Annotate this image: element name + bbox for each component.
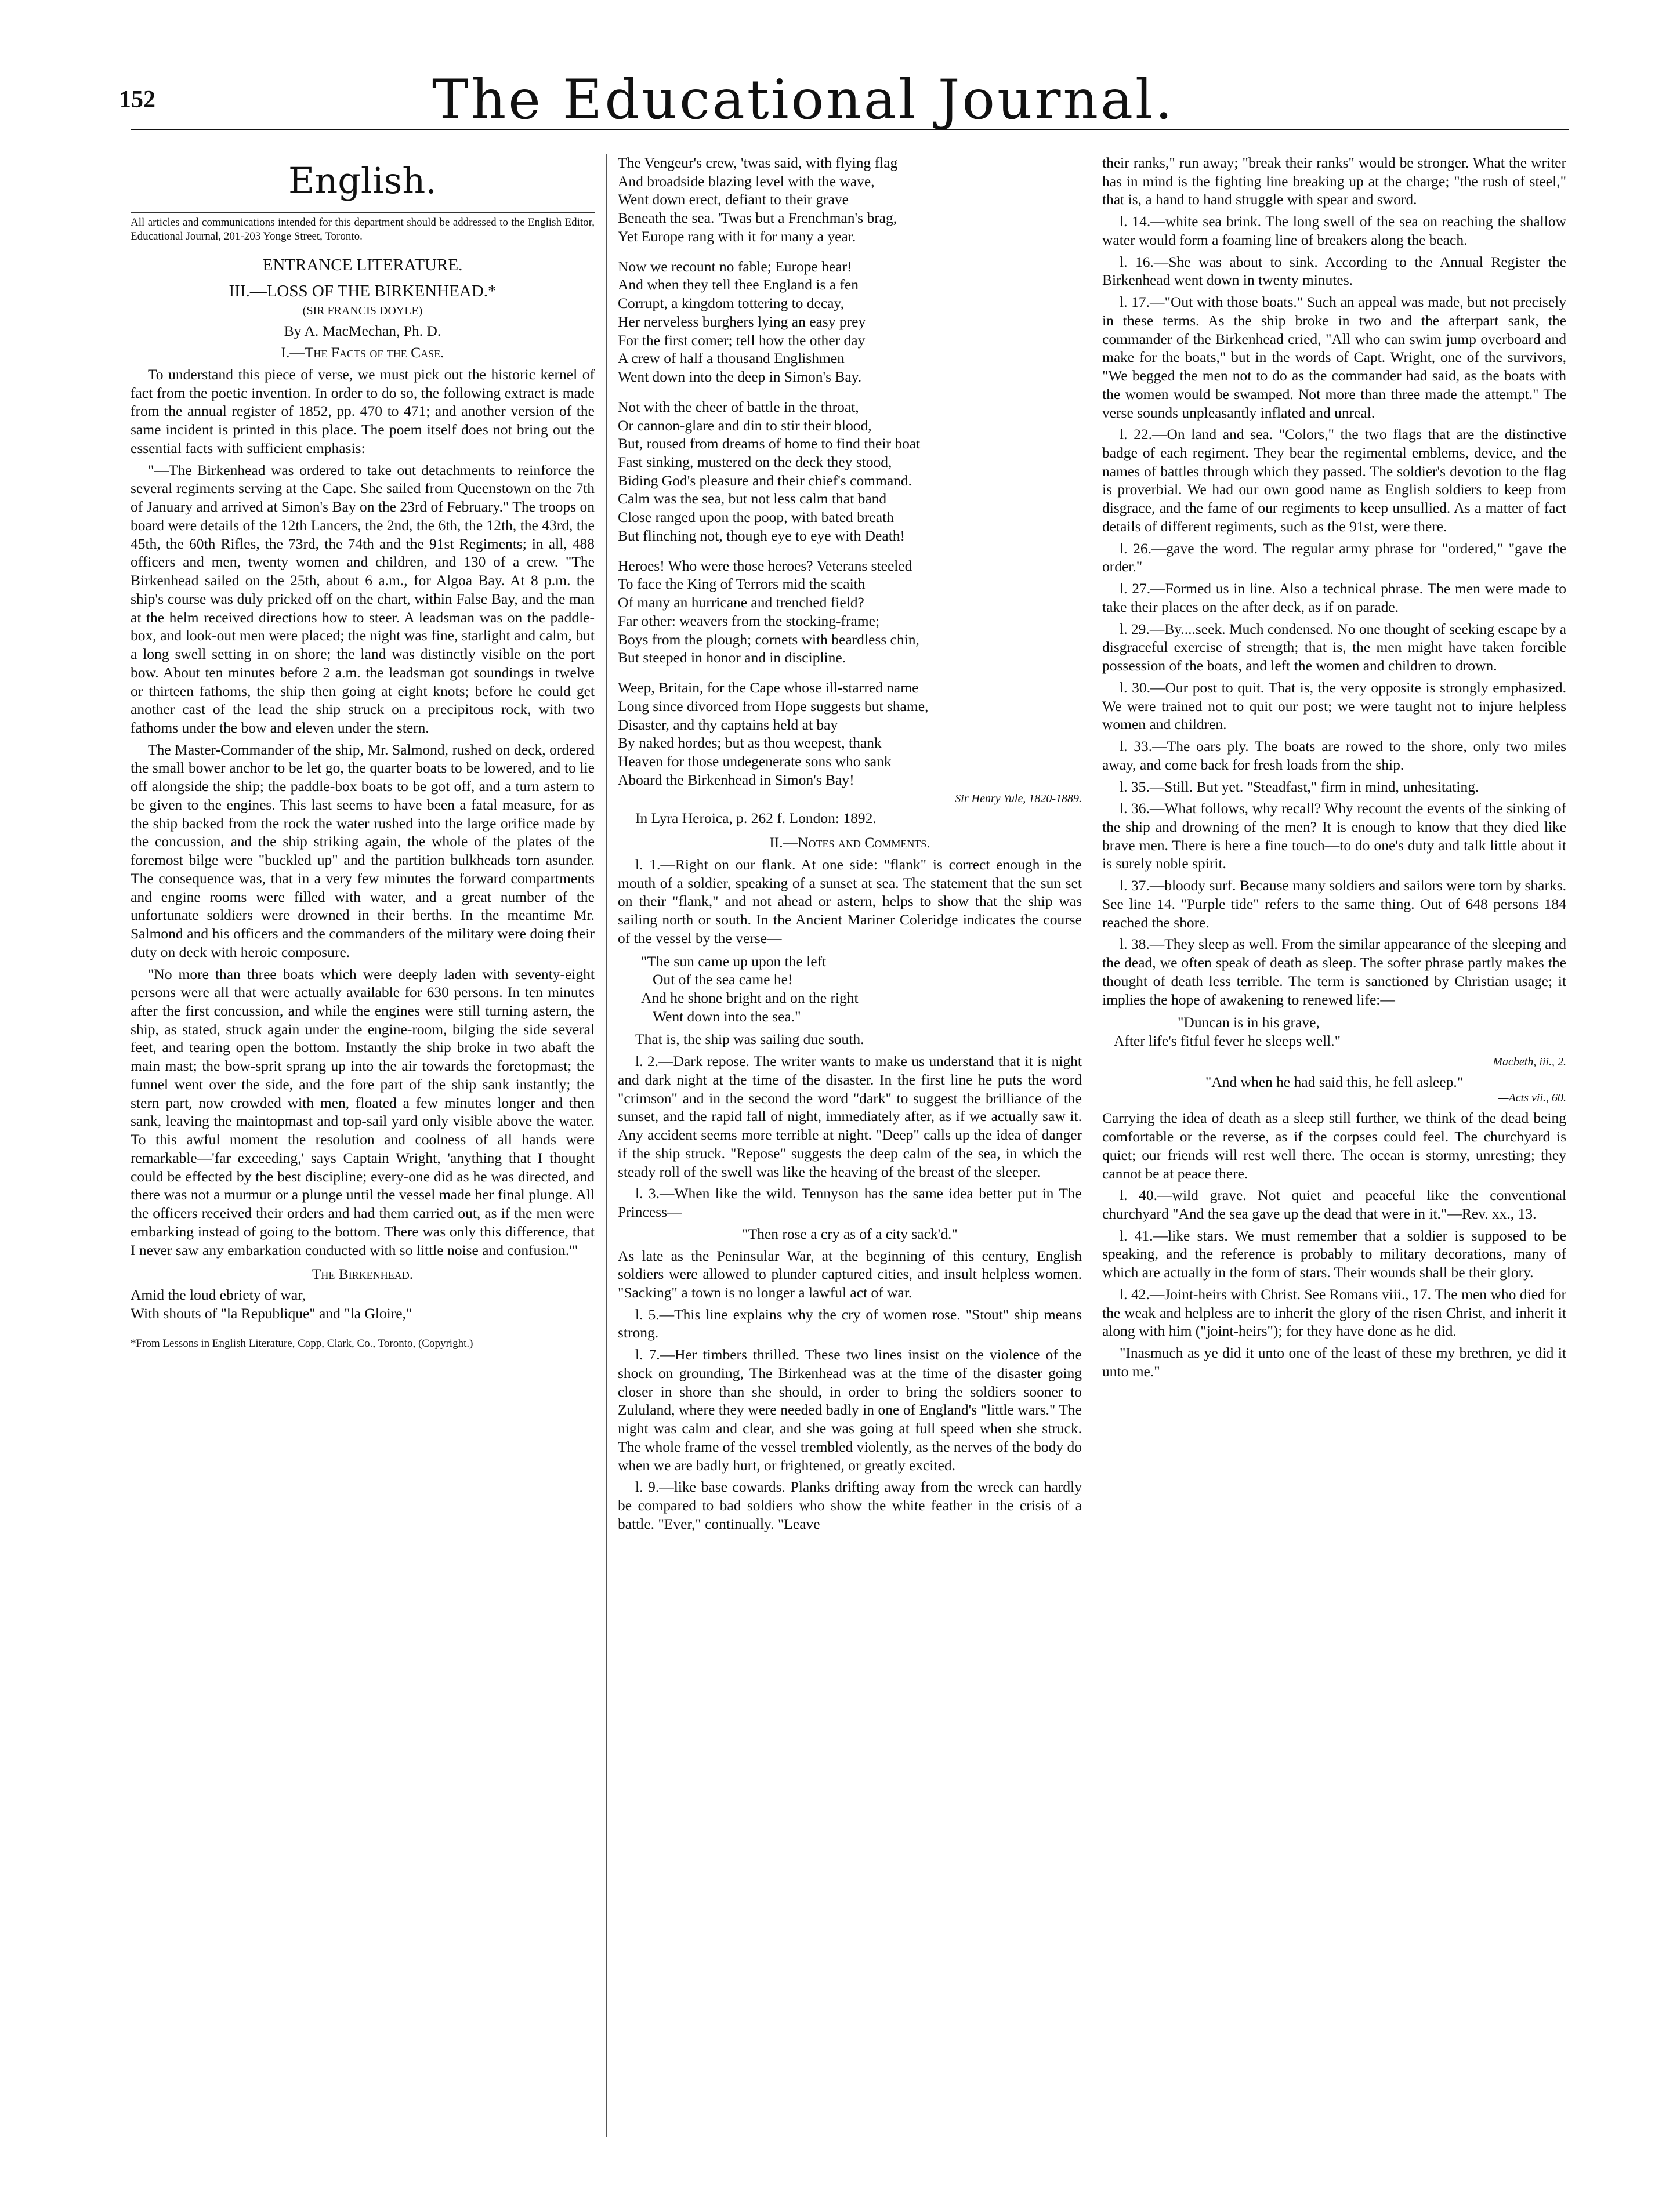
quote-attribution: —Macbeth, iii., 2. [1482, 1055, 1566, 1068]
column-2 [618, 154, 1082, 1537]
note-paragraph: l. 30.—Our post to quit. That is, the very opposite is strongly emphasized. We were trained not to quit our post; we were taught not to injure helpless women and children. [1102, 679, 1566, 733]
poem-line: Calm was the sea, but not less calm that band [618, 490, 887, 507]
quote-attribution: —Acts vii., 60. [1498, 1092, 1566, 1105]
paragraph: The Master-Commander of the ship, Mr. Salmond, rushed on deck, ordered the small bower anchor to be let go, the quarter boats to be lowered, and to lie off alongside the ship; the paddle-box boats to be got off, and a turn astern to be given to the engines. This last seems to have been a fatal measure, for as the ship backed from the rock the water rushed into the large orifice made by the concussion, and the ship striking again, the whole of the plates of the foremost bilge were "buckled up" and the partition bulkheads torn asunder. The consequence was, that in a very few minutes the forward compartments and engine rooms were filled with water, and a great number of the unfortunate soldiers were drowned in their berths. In the meantime Mr. Salmond and his officers and the commanders of the military were doing their duty on deck with heroic composure. [131, 741, 595, 960]
note-paragraph: l. 7.—Her timbers thrilled. These two lines insist on the violence of the shock on grounding, The Birkenhead was at the time of the disaster going closer in shore than she should, in order to bring the soldiers sooner to Zululand, where they were needed badly in one of England's "little wars." The night was calm and clear, and she was going at full speed when she struck. The whole frame of the vessel trembled violently, as the nerves of the body do when we are badly hurt, or frightened, or greatly excited. [618, 1346, 1082, 1474]
poem-line: Biding God's pleasure and their chief's command. [618, 472, 912, 489]
note-paragraph: As late as the Peninsular War, at the beginning of this century, English soldiers were allowed to plunder captured cities, and insult helpless women. "Sacking" a town is no longer a lawful act of war. [618, 1247, 1082, 1301]
stanza [618, 398, 1082, 545]
poem-line: Weep, Britain, for the Cape whose ill-starred name [618, 679, 919, 697]
department-note: All articles and communications intended for this department should be addressed to the English Editor, Educational Journal, 201-203 Yonge Street, Toronto. [131, 212, 595, 246]
poem-line: The Vengeur's crew, 'twas said, with flying flag [618, 154, 898, 171]
column-3 [1102, 154, 1566, 1384]
subsection-heading: II.—Notes and Comments. [769, 834, 930, 851]
note-paragraph: l. 5.—This line explains why the cry of women rose. "Stout" ship means strong. [618, 1306, 1082, 1341]
poem-line: And broadside blazing level with the wave, [618, 172, 875, 190]
paragraph: "No more than three boats which were deeply laden with seventy-eight persons were all that were actually available for 630 persons. In ten minutes after the first concussion, and while the engines were still turning astern, the ship, as stated, struck again under the engine-room, bilging the side several feet, and tearing open the bottom. Instantly the ship broke in two abaft the main mast; the bow-sprit sprang up into the air towards the foretopmast; the funnel went over the side, and the fore part of the ship sank instantly; the stern part, now crowded with men, floated a few minutes longer and then sank, leaving the maintopmast and top-sail yard only visible above the water. To this awful moment the resolution and coolness of all hands were remarkable—'far exceeding,' says Captain Wright, 'anything that I thought could be effected by the best discipline; every-one did as he was directed, and there was not a murmur or a plunge until the vessel made her final plunge. All the officers received their orders and had them carried out, as if the men were embarking instead of going to the bottom. There was only this difference, that I never saw any embarkation conducted with so little noise and confusion.'" [131, 965, 595, 1259]
poem-line: A crew of half a thousand Englishmen [618, 350, 845, 367]
byline: By A. MacMechan, Ph. D. [284, 322, 441, 339]
note-paragraph: l. 42.—Joint-heirs with Christ. See Romans viii., 17. The men who died for the weak and helpless are to inherit the glory of the risen Christ, and inherit it along with him ("joint-heirs"); for they have done as he did. [1102, 1285, 1566, 1340]
header-rule [131, 129, 1569, 130]
poem-line: For the first comer; tell how the other day [618, 331, 866, 349]
poem-line: By naked hordes; but as thou weepest, thank [618, 734, 882, 752]
footnote: *From Lessons in English Literature, Copp, Clark, Co., Toronto, (Copyright.) [131, 1333, 595, 1351]
poem-line: But, roused from dreams of home to find their boat [618, 435, 921, 452]
note-paragraph: l. 9.—like base cowards. Planks drifting away from the wreck can hardly be compared to bad soldiers who show the white feather in the crisis of a battle. "Ever," continually. "Leave [618, 1478, 1082, 1532]
note-paragraph: l. 33.—The oars ply. The boats are rowed to the shore, only two miles away, and come back for fresh loads from the ship. [1102, 738, 1566, 773]
poem-line: Corrupt, a kingdom tottering to decay, [618, 295, 844, 312]
poem-line: But flinching not, though eye to eye with Death! [618, 527, 906, 544]
poem-line: Her nerveless burghers lying an easy prey [618, 313, 866, 330]
quotation [641, 952, 1082, 1026]
note-paragraph: "Inasmuch as ye did it unto one of the least of these my brethren, ye did it unto me." [1102, 1344, 1566, 1380]
poem-line: Long since divorced from Hope suggests but shame, [618, 697, 929, 715]
poem-line: Aboard the Birkenhead in Simon's Bay! [618, 771, 854, 788]
note-paragraph: Carrying the idea of death as a sleep still further, we think of the dead being comfortable or the reverse, as if the corpses could feel. The churchyard is quiet; our friends will rest well there. The ocean is stormy, unresting; they cannot be at peace there. [1102, 1109, 1566, 1182]
note-paragraph: l. 3.—When like the wild. Tennyson has the same idea better put in The Princess— [618, 1185, 1082, 1221]
note-paragraph: l. 37.—bloody surf. Because many soldiers and sailors were torn by sharks. See line 14. "Purple tide" refers to the same thing. Out of 648 persons 184 reached the shore. [1102, 877, 1566, 931]
note-paragraph: l. 22.—On land and sea. "Colors," the two flags that are the distinctive badge of each regiment. They bear the regimental emblems, device, and the names of battles through which they passed. The soldier's devotion to the flag is proverbial. We had our own good name as English soldiers to keep from disgrace, and the fame of our regiments to keep unsullied. As a matter of fact details of different regiments, such as the 91st, were there. [1102, 426, 1566, 535]
poem-attribution: Sir Henry Yule, 1820-1889. [955, 792, 1082, 805]
poem-line: Not with the cheer of battle in the throat, [618, 398, 859, 415]
quote-line: "Duncan is in his grave, [1178, 1014, 1320, 1031]
note-paragraph: their ranks," run away; "break their ranks" would be stronger. What the writer has in mind is the fighting line breaking up at the charge; "the rush of steel," that is, a hand to hand struggle with spear and sword. [1102, 154, 1566, 208]
poem-line: Heroes! Who were those heroes? Veterans steeled [618, 557, 912, 574]
note-paragraph: l. 40.—wild grave. Not quiet and peaceful like the conventional churchyard "And the sea gave up the dead that were in it."—Rev. xx., 13. [1102, 1187, 1566, 1222]
note-paragraph: l. 26.—gave the word. The regular army phrase for "ordered," "gave the order." [1102, 539, 1566, 575]
poem-start [131, 1286, 595, 1322]
note-paragraph: l. 2.—Dark repose. The writer wants to make us understand that it is night and dark night at the time of the disaster. In the first line he puts the word "crimson" and in the second the word "dark" to suggest the brilliance of the sunset, and the rapid fall of night, immediately after, as if we actually saw it. Any accident seems more terrible at night. "Deep" calls up the idea of danger if the ship struck. "Repose" suggests the deep calm of the sea, in which the steady roll of the swell was like the heaving of the breast of the sleeper. [618, 1053, 1082, 1180]
note-paragraph: l. 17.—"Out with those boats." Such an appeal was made, but not precisely in these terms. As the ship broke in two and the afterpart sank, the commander of the Birkenhead cried, "All who can swim jump overboard and make for the boats," but in the words of Capt. Wright, one of the survivors, "We begged the men not to do as the commander had said, as the boats with the women would be swamped. Not more than three made the attempt." The verse sounds unpleasantly inflated and unreal. [1102, 293, 1566, 421]
note-paragraph: That is, the ship was sailing due south. [635, 1031, 864, 1048]
poem-line: Close ranged upon the poop, with bated breath [618, 509, 894, 526]
poem-line: Fast sinking, mustered on the deck they stood, [618, 454, 892, 471]
stanza [618, 679, 1082, 789]
quote-line: Went down into the sea." [653, 1007, 801, 1025]
note-paragraph: l. 29.—By....seek. Much condensed. No one thought of seeking escape by a disgraceful exercise of strength; that is, the men might have taken forcible possession of the boats, and left the women and children to drown. [1102, 620, 1566, 675]
poem-line: Now we recount no fable; Europe hear! [618, 258, 852, 275]
quote-line: "And when he had said this, he fell asleep." [1205, 1073, 1464, 1090]
poem-line: Far other: weavers from the stocking-frame; [618, 612, 880, 629]
subsection-heading: I.—The Facts of the Case. [281, 344, 444, 361]
quote-line: "The sun came up upon the left [641, 952, 827, 970]
poem-line: But steeped in honor and in discipline. [618, 649, 846, 666]
column-1 [131, 154, 595, 1351]
article-title: III.—LOSS OF THE BIRKENHEAD.* [229, 281, 497, 300]
page-number: 152 [119, 86, 155, 113]
note-paragraph: l. 14.—white sea brink. The long swell of the sea on reaching the shallow water would form a foaming line of breakers along the beach. [1102, 213, 1566, 248]
note-paragraph: l. 36.—What follows, why recall? Why recount the events of the sinking of the ship and drowning of the men? It is enough to know that they died like brave men. There is here a fine touch—to do one's duty and talk little about it is surely noble spirit. [1102, 800, 1566, 872]
poem-line: Disaster, and thy captains held at bay [618, 716, 838, 733]
quote-line: "Then rose a cry as of a city sack'd." [742, 1225, 958, 1242]
quote-line: Out of the sea came he! [653, 971, 793, 988]
poem-line: Yet Europe rang with it for many a year. [618, 227, 856, 245]
quotation [1114, 1013, 1566, 1050]
poem-line: With shouts of "la Republique" and "la Gloire," [131, 1304, 412, 1322]
note-paragraph: l. 27.—Formed us in line. Also a technical phrase. The men were made to take their places on the after deck, as if on parade. [1102, 580, 1566, 615]
poem-line: To face the King of Terrors mid the scaith [618, 575, 866, 593]
poem-line: Of many an hurricane and trenched field? [618, 594, 864, 611]
note-paragraph: l. 38.—They sleep as well. From the similar appearance of the sleeping and the dead, we often speak of death as sleep. The softer phrase partly makes the thought of death less terrible. The term is sanctioned by Christian usage; it implies the hope of awakening to renewed life:— [1102, 935, 1566, 1008]
stanza [618, 154, 1082, 246]
note-paragraph: l. 41.—like stars. We must remember that a soldier is supposed to be speaking, and the reference is probably to military decorations, many of which are actually in the form of stars. Their wounds shall be their glory. [1102, 1227, 1566, 1281]
masthead: The Educational Journal. [432, 68, 1175, 132]
poem-line: Or cannon-glare and din to stir their blood, [618, 416, 872, 434]
stanza [618, 258, 1082, 386]
poem-line: Went down erect, defiant to their grave [618, 191, 849, 208]
poem-line: Amid the loud ebriety of war, [131, 1286, 306, 1303]
poem-line: Went down into the deep in Simon's Bay. [618, 368, 862, 386]
poem-title: The Birkenhead. [312, 1265, 414, 1283]
note-paragraph: l. 1.—Right on our flank. At one side: "flank" is correct enough in the mouth of a soldier, speaking of a sunset at sea. The statement that the sun set on their "flank," and not ahead or astern, helps to show that the ship was sailing north or south. In the Ancient Mariner Coleridge indicates the course of the vessel by the verse— [618, 855, 1082, 947]
quote-line: After life's fitful fever he sleeps well." [1114, 1032, 1341, 1050]
poem-line: Boys from the plough; cornets with beardless chin, [618, 630, 919, 648]
note-paragraph: l. 35.—Still. But yet. "Steadfast," firm in mind, unhesitating. [1120, 778, 1479, 795]
department-title: English. [288, 159, 437, 202]
column-divider-1 [606, 154, 607, 2137]
poem-author: (SIR FRANCIS DOYLE) [302, 304, 423, 317]
poem-line: Heaven for those undegenerate sons who sank [618, 753, 892, 770]
note-paragraph: l. 16.—She was about to sink. According to the Annual Register the Birkenhead went down in twenty minutes. [1102, 253, 1566, 289]
quote-line: And he shone bright and on the right [641, 989, 859, 1006]
poem-body [618, 154, 1082, 789]
stanza [618, 557, 1082, 667]
source-citation: In Lyra Heroica, p. 262 f. London: 1892. [635, 810, 877, 827]
section-heading: ENTRANCE LITERATURE. [262, 256, 463, 275]
poem-line: Beneath the sea. 'Twas but a Frenchman's brag, [618, 209, 897, 227]
paragraph: "—The Birkenhead was ordered to take out detachments to reinforce the several regiments serving at the Cape. She sailed from Queenstown on the 7th of January and arrived at Simon's Bay on the 23rd of February." The troops on board were details of the 12th Lancers, the 2nd, the 6th, the 12th, the 43rd, the 45th, the 60th Rifles, the 73rd, the 74th and the 91st Regiments; in all, 488 officers and men, twenty women and children, and 130 of a crew. "The Birkenhead sailed on the 25th, about 6 a.m., for Algoa Bay. At 8 p.m. the ship's course was duly pricked off on the chart, within False Bay, and the man at the helm received directions how to steer. A leadsman was on the paddle-box, and look-out men were placed; the night was fine, starlight and calm, but a long swell setting in on shore; the land was distinctly visible on the port bow. About ten minutes before 2 a.m. the leadsman got soundings in twelve or thirteen fathoms, the ship then going at eight knots; before he could get another cast of the lead the ship struck on a precipitous rock, with two fathoms under the bow and eleven under the stern. [131, 461, 595, 736]
poem-line: And when they tell thee England is a fen [618, 276, 859, 293]
paragraph: To understand this piece of verse, we must pick out the historic kernel of fact from the poetic invention. In order to do so, the following extract is made from the annual register of 1852, pp. 470 to 471; and another version of the same incident is printed in this place. The poem itself does not bring out the essential facts with sufficient emphasis: [131, 366, 595, 456]
